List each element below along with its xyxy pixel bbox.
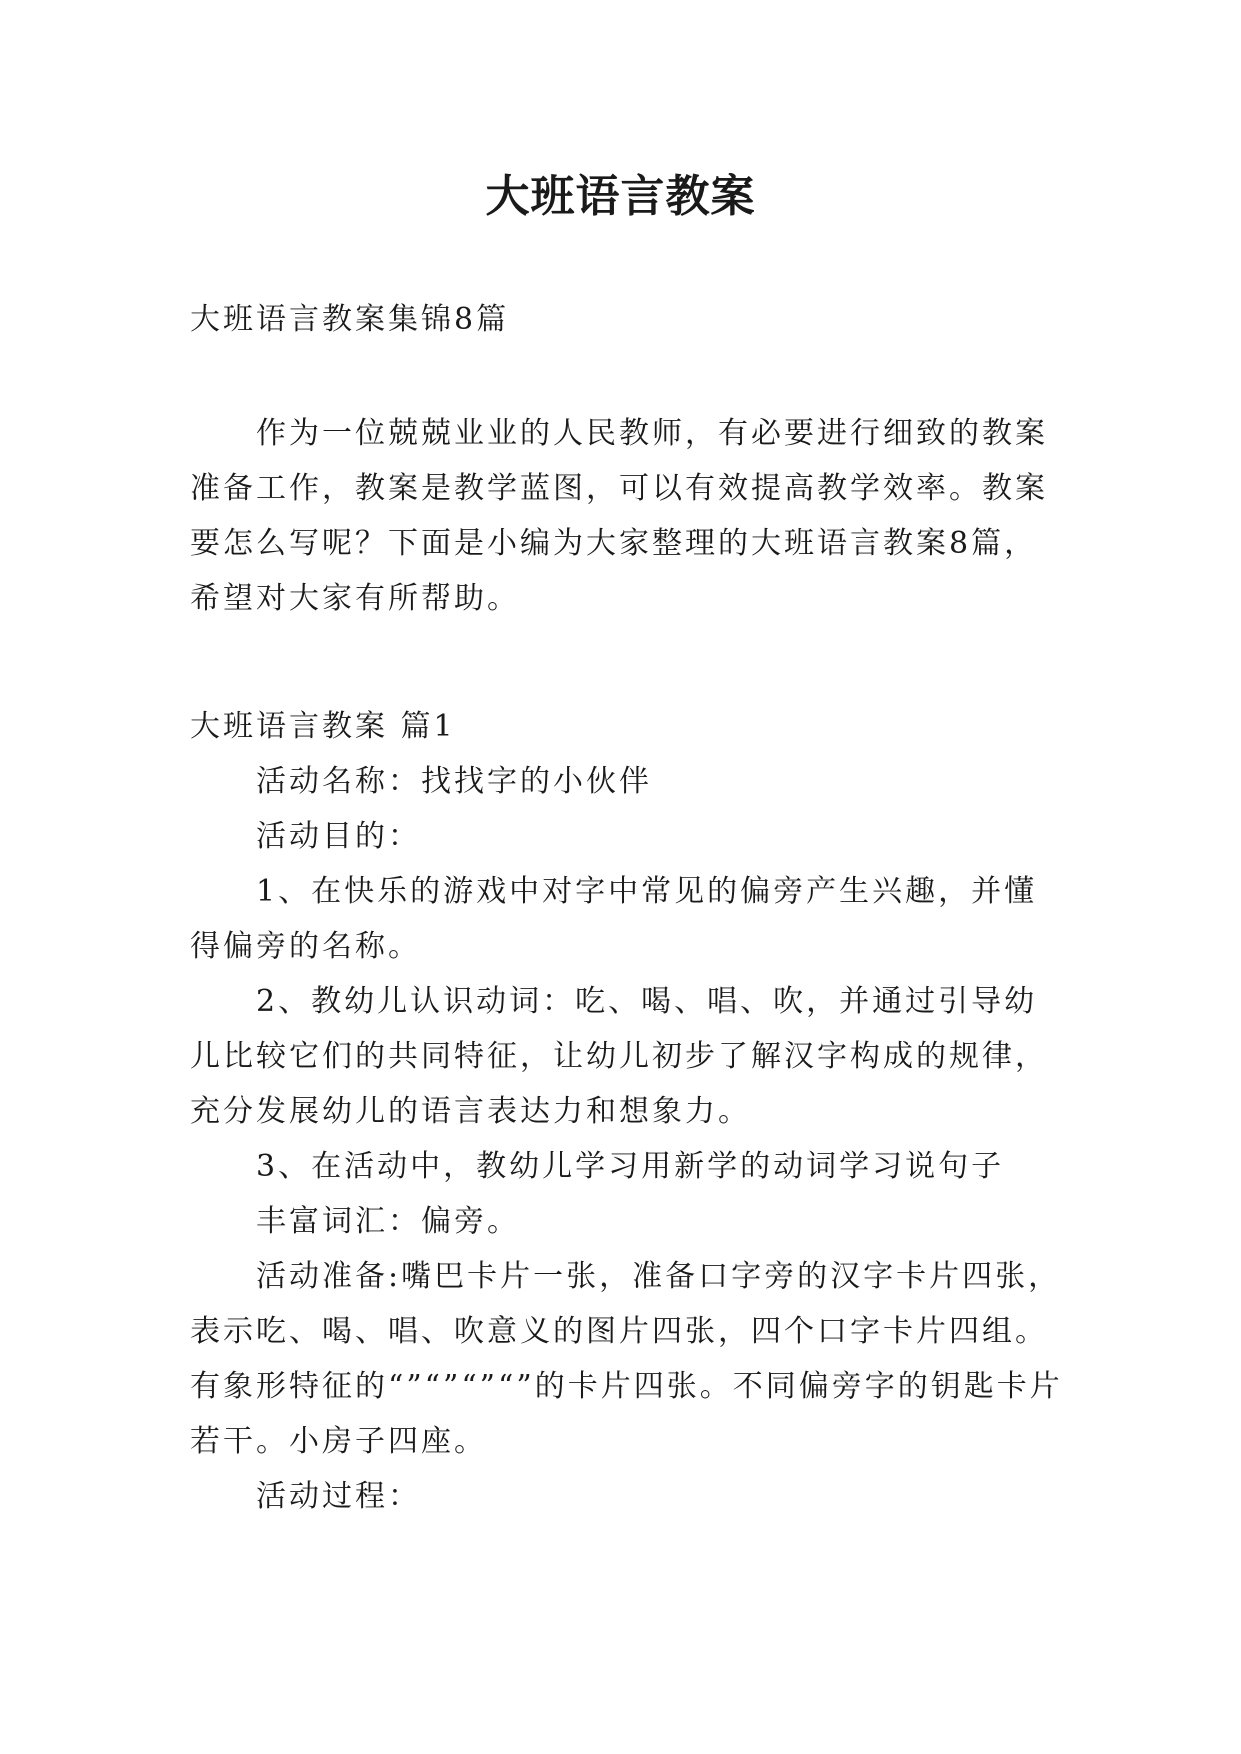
- paragraph-preparation: 活动准备:嘴巴卡片一张，准备口字旁的汉字卡片四张，表示吃、喝、唱、吹意义的图片四张，四个口字卡片四组。有象形特征的“”“”“”“”的卡片四张。不同偏旁字的钥匙卡片若干。小房子四座。: [190, 1259, 1063, 1459]
- document-title: 大班语言教案: [485, 171, 756, 222]
- paragraph-vocabulary: 丰富词汇：偏旁。: [256, 1204, 520, 1239]
- paragraph-goal-3: 3、在活动中，教幼儿学习用新学的动词学习说句子: [256, 1149, 1005, 1184]
- document-subtitle: [190, 292, 1070, 347]
- subtitle-text: 大班语言教案集锦8篇: [190, 302, 510, 337]
- paragraph-process: 活动过程：: [256, 1479, 421, 1514]
- section-heading: 大班语言教案 篇1: [190, 709, 456, 744]
- intro-text: 作为一位兢兢业业的人民教师，有必要进行细致的教案准备工作，教案是教学蓝图，可以有效提高教学效率。教案要怎么写呢？下面是小编为大家整理的大班语言教案8篇，希望对大家有所帮助。: [190, 416, 1048, 616]
- section-1: [190, 699, 1070, 1524]
- paragraph-goal-2: 2、教幼儿认识动词：吃、喝、唱、吹，并通过引导幼儿比较它们的共同特征，让幼儿初步了解汉字构成的规律，充分发展幼儿的语言表达力和想象力。: [190, 984, 1048, 1129]
- paragraph-goal-1: 1、在快乐的游戏中对字中常见的偏旁产生兴趣，并懂得偏旁的名称。: [190, 874, 1038, 964]
- paragraph-activity-name: 活动名称：找找字的小伙伴: [256, 764, 652, 799]
- intro-paragraph: [190, 406, 1070, 626]
- paragraph-activity-goal: 活动目的：: [256, 819, 421, 854]
